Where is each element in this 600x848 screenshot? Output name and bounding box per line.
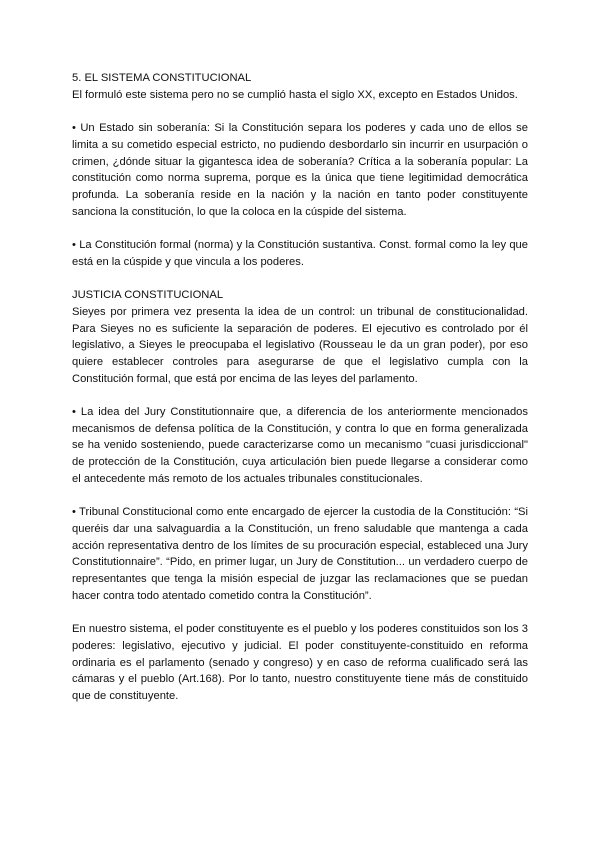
justicia-paragraph: Sieyes por primera vez presenta la idea de un control: un tribunal de constitucionalidad. Para Sieyes no es suficiente la separación de poderes. El ejecutivo es controlado por él legislativo, a Sieyes le preocupaba el legislativo (Rousseau le da un gran poder), por eso quiere establecer controles para asegurarse de que el legislativo cumpla con la Constitución formal, que está por encima de las leyes del parlamento. <box>72 305 528 385</box>
closing-paragraph: En nuestro sistema, el poder constituyente es el pueblo y los poderes constituidos son los 3 poderes: legislativo, ejecutivo y judicial. El poder constituyente-constituido en reforma ordinaria es el parlamento (senado y congreso) y en caso de reforma cualificado será las cámaras y el pueblo (Art.168). Por lo tanto, nuestro constituyente tiene más de constituido que de constituyente. <box>72 623 528 702</box>
justicia-heading: JUSTICIA CONSTITUCIONAL <box>72 289 224 302</box>
bullet-soberania: • Un Estado sin soberanía: Si la Constitución separa los poderes y cada uno de ellos se limita a su cometido especial estricto, no pudiendo desbordarlo sin incurrir en usurpación o crimen, ¿dónde situar la gigantesca idea de soberanía? Crítica a la soberanía popular: La constitución como norma suprema, porque es la única que tiene legitimidad democrática profunda. La soberanía reside en la nación y la nación en tanto poder constituyente sanciona la constitución, lo que la coloca en la cúspide del sistema. <box>72 122 528 218</box>
bullet-constitucion-formal: • La Constitución formal (norma) y la Constitución sustantiva. Const. formal como la ley que está en la cúspide y que vincula a los poderes. <box>72 239 528 268</box>
bullet-jury-constitutionnaire: • La idea del Jury Constitutionnaire que, a diferencia de los anteriormente mencionados mecanismos de defensa política de la Constitución, y contra lo que en forma generalizada se ha venido sosteniendo, puede caracterizarse como un mecanismo "cuasi jurisdiccional" de protección de la Constitución, cuya articulación bien puede llegarse a considerar como el antecedente más remoto de los actuales tribunales constitucionales. <box>72 406 528 485</box>
intro-paragraph: El formuló este sistema pero no se cumplió hasta el siglo XX, excepto en Estados Unidos. <box>72 88 518 101</box>
paragraph-gap <box>72 270 528 287</box>
paragraph-gap <box>72 103 528 120</box>
paragraph-gap <box>72 488 528 505</box>
paragraph-gap <box>72 604 528 621</box>
document-body <box>72 70 528 705</box>
paragraph-gap <box>72 220 528 237</box>
paragraph-gap <box>72 387 528 404</box>
section-heading: 5. EL SISTEMA CONSTITUCIONAL <box>72 72 252 84</box>
bullet-tribunal-constitucional: • Tribunal Constitucional como ente encargado de ejercer la custodia de la Constitución: “Si queréis dar una salvaguardia a la Constitución, un freno saludable que mantenga a cada acción representativa dentro de los límites de su procuración especial, estableced una Jury Constitutionnaire”. “Pido, en primer lugar, un Jury de Constitution... un verdadero cuerpo de representantes que tenga la misión especial de juzgar las reclamaciones que se puedan hacer contra todo atentado cometido contra la Constitución”. <box>72 506 528 602</box>
